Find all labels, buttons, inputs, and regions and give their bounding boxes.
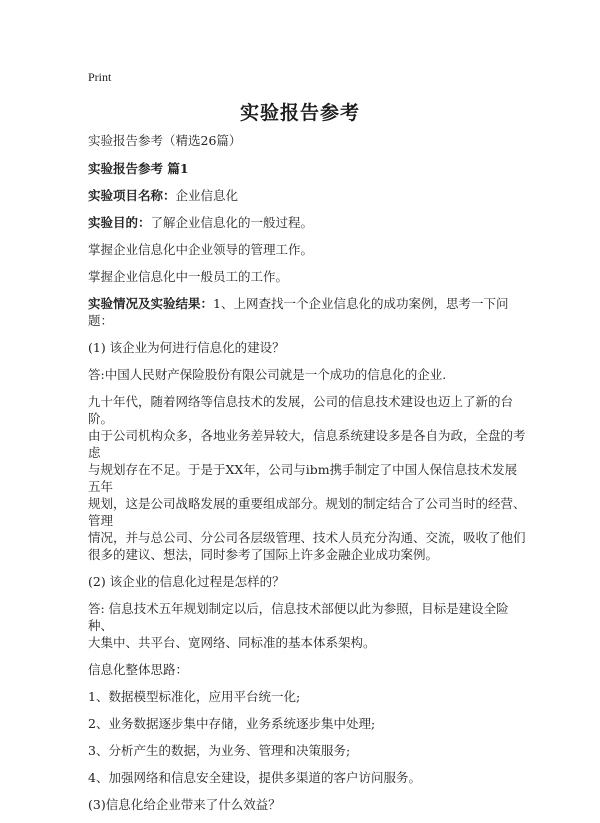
- project-name-line: [88, 187, 528, 204]
- paragraph-line: 与规划存在不足。于是于XX年，公司与ibm携手制定了中国人保信息技术发展五年: [88, 462, 518, 494]
- purpose-label: 实验目的：: [88, 215, 151, 230]
- page-title: 实验报告参考: [239, 102, 360, 124]
- purpose-line: [88, 214, 528, 231]
- purpose-line-2: 掌握企业信息化中企业领导的管理工作。: [88, 242, 314, 257]
- question-2: (2) 该企业的信息化过程是怎样的？: [88, 574, 285, 589]
- document-subtitle: 实验报告参考（精选26篇）: [88, 133, 242, 148]
- results-value: 1、上网查找一个企业信息化的成功案例，思考一下问题：: [88, 296, 509, 328]
- approach-heading: 信息化整体思路：: [88, 662, 189, 677]
- project-name-label: 实验项目名称：: [88, 188, 176, 203]
- paragraph-line: 答: 信息技术五年规划制定以后，信息技术部便以此为参照，目标是建设全险种、: [88, 601, 509, 633]
- answer-1: 答:中国人民财产保险股份有限公司就是一个成功的信息化的企业.: [88, 367, 447, 382]
- document-body: [88, 132, 528, 823]
- results-line: [88, 295, 528, 329]
- question-3: (3)信息化给企业带来了什么效益？: [88, 797, 281, 812]
- paragraph-line: 规划，这是公司战略发展的重要组成部分。规划的制定结合了公司当时的经营、管理: [88, 496, 526, 528]
- section-heading: 实验报告参考 篇1: [88, 161, 189, 176]
- paragraph-line: 很多的建议、想法，同时参考了国际上许多金融企业成功案例。: [88, 547, 439, 562]
- paragraph-line: 大集中、共平台、宽网络、同标准的基本体系架构。: [88, 635, 376, 650]
- paragraph-line: 由于公司机构众多，各地业务差异较大，信息系统建设多是各自为政，全盘的考虑: [88, 428, 526, 460]
- paragraph-line: 情况，并与总公司、分公司各层级管理、技术人员充分沟通、交流，吸收了他们: [88, 530, 526, 545]
- print-label[interactable]: Print: [88, 70, 112, 84]
- list-item: 4、加强网络和信息安全建设，提供多渠道的客户访问服务。: [88, 770, 421, 785]
- answer-2: [88, 600, 528, 651]
- purpose-line-3: 掌握企业信息化中一般员工的工作。: [88, 269, 289, 284]
- paragraph-line: 九十年代，随着网络等信息技术的发展，公司的信息技术建设也迈上了新的台阶。: [88, 394, 514, 426]
- project-name-value: 企业信息化: [175, 188, 239, 203]
- answer-1-paragraph: [88, 393, 528, 563]
- purpose-value: 了解企业信息化的一般过程。: [150, 215, 314, 230]
- list-item: 2、业务数据逐步集中存储，业务系统逐步集中处理;: [88, 716, 376, 731]
- list-item: 3、分析产生的数据，为业务、管理和决策服务;: [88, 743, 351, 758]
- results-label: 实验情况及实验结果：: [88, 296, 214, 311]
- list-item: 1、数据模型标准化，应用平台统一化;: [88, 689, 301, 704]
- question-1: (1) 该企业为何进行信息化的建设？: [88, 340, 285, 355]
